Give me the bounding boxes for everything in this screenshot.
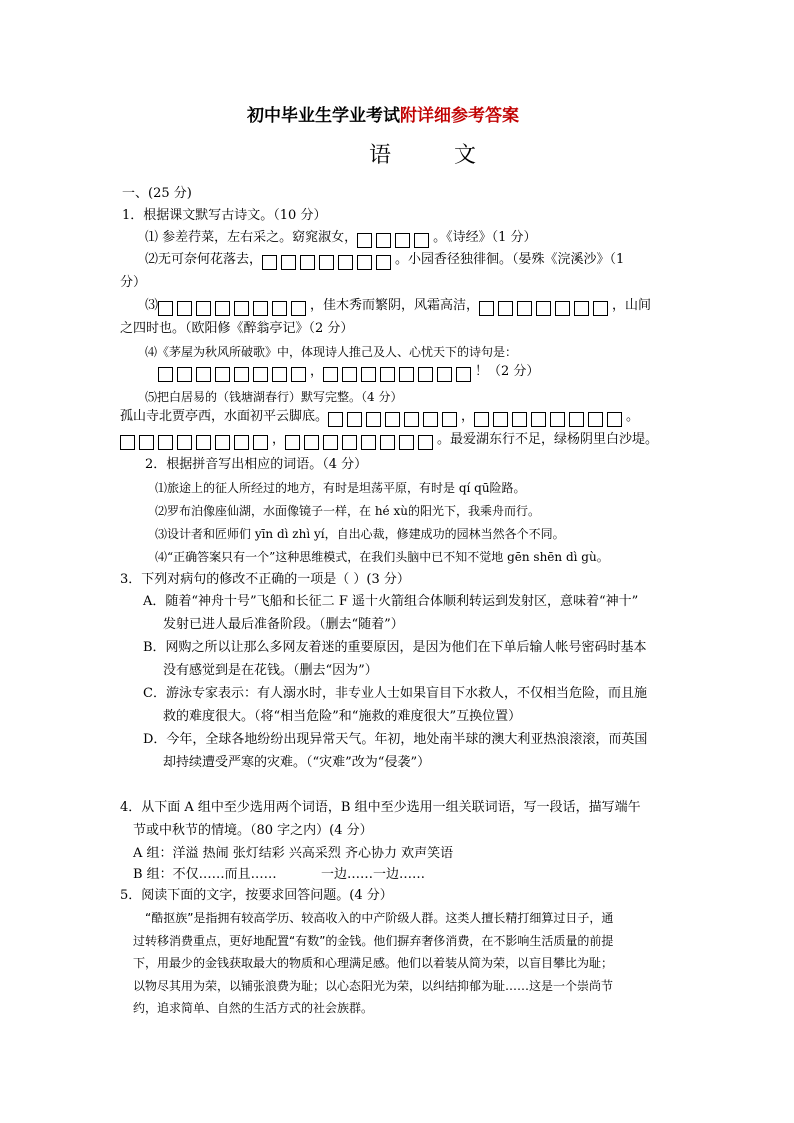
q2-heading: 2．根据拼音写出相应的词语。（4 分） <box>145 457 368 472</box>
q1-item5-line2 <box>120 432 658 451</box>
q1-item4-blanks <box>158 364 539 383</box>
q1-item4-heading: ⑷《茅屋为秋风所破歌》中，体现诗人推己及人、心忧天下的诗句是： <box>145 345 518 359</box>
q2-item1: ⑴旅途上的征人所经过的地方，有时是坦荡平原，有时是 qí qū险路。 <box>155 481 526 495</box>
q1-item5-text: 孤山寺北贾亭西，水面初平云脚底。 <box>120 409 329 424</box>
q1-item5-last: 。最爱湖东行不足，绿杨阴里白沙堤。 <box>437 432 659 447</box>
q3-option-a-line1[interactable]: A．随着“神舟十号”飞船和长征二 F 遥十火箭组合体顺利转运到发射区，意味着“神十” <box>143 594 639 609</box>
q1-item3-post: ，山间 <box>612 298 652 313</box>
q5-passage-line4: 以物尽其用为荣，以铺张浪费为耻；以心态阳光为荣，以纠结抑郁为耻……这是一个崇尚节 <box>133 979 614 993</box>
q1-item1 <box>145 230 537 249</box>
exam-title-black: 初中毕业生学业考试 <box>247 106 400 126</box>
q3-option-c-line2: 救的难度很大。（将“相当危险”和“施救的难度很大”互换位置） <box>163 709 522 724</box>
q1-item2-text: ⑵无可奈何花落去， <box>145 252 263 267</box>
q3-option-a-line2: 发射已进人最后准备阶段。（删去“随着”） <box>163 617 404 632</box>
answer-blank[interactable] <box>120 435 272 451</box>
q4-group-b-second: 一边……一边…… <box>321 867 426 882</box>
q1-item2-source: 。小园香径独徘徊。（晏殊《浣溪沙》（1 <box>395 252 625 267</box>
q5-heading: 5．阅读下面的文字，按要求回答问题。(4 分） <box>120 888 393 903</box>
q1-item1-source: 。《诗经》（1 分） <box>433 230 537 245</box>
q4-heading-line1: 4．从下面 A 组中至少选用两个词语，B 组中至少选用一组关联词语，写一段话，描写端午 <box>120 800 641 815</box>
q1-item4-sep: ， <box>310 364 324 379</box>
q1-item2 <box>145 252 624 271</box>
q3-option-d-line1[interactable]: D．今年，全球各地纷纷出现异常天气。年初，地处南半球的澳大利亚热浪滚滚，而英国 <box>143 732 648 747</box>
q1-item2-cont: 分） <box>120 275 147 290</box>
q1-item3-cont: 之四时也。（欧阳修《醉翁亭记》（2 分） <box>120 321 354 336</box>
answer-blank[interactable] <box>479 301 612 317</box>
q3-option-b-line1[interactable]: B．网购之所以让那么多网友着迷的重要原因，是因为他们在下单后输人帐号密码时基本 <box>143 640 647 655</box>
exam-title-red: 附详细参考答案 <box>400 106 519 126</box>
answer-blank[interactable] <box>323 367 475 383</box>
q5-passage-line5: 约，追求简单、自然的生活方式的社会族群。 <box>133 1001 374 1015</box>
q1-item3 <box>145 298 651 317</box>
q1-item5-end: 。 <box>626 409 640 424</box>
q3-option-b-line2: 没有感觉到是在花钱。（删去“因为”） <box>163 663 378 678</box>
subject-heading: 语 文 <box>369 143 504 168</box>
q1-item5-sep: ， <box>461 409 475 424</box>
answer-blank[interactable] <box>357 233 433 249</box>
q1-item3-num: ⑶ <box>145 298 159 313</box>
answer-blank[interactable] <box>474 412 626 428</box>
q5-passage-line2: 过转移消费重点，更好地配置“有数”的金钱。他们摒弃奢侈消费，在不影响生活质量的前提 <box>133 934 614 948</box>
q2-item4: ⑷“正确答案只有一个”这种思维模式，在我们头脑中已不知不觉地 gēn shēn dì gù。 <box>155 550 609 564</box>
q1-item5-line1 <box>120 409 639 428</box>
q2-item2: ⑵罗布泊像座仙湖，水面像镜子一样，在 hé xù的阳光下，我乘舟而行。 <box>155 504 540 518</box>
q1-item4-score: ！（2 分） <box>475 364 540 379</box>
q1-heading: 1．根据课文默写古诗文。（10 分） <box>122 208 327 223</box>
q5-passage-line1: “酷抠族”是指拥有较高学历、较高收入的中产阶级人群。这类人擅长精打细算过日子，通 <box>145 911 614 925</box>
exam-title <box>247 108 519 124</box>
q4-group-a: A 组：洋溢 热闹 张灯结彩 兴高采烈 齐心协力 欢声笑语 <box>133 846 454 861</box>
q2-item3: ⑶设计者和匠师们 yīn dì zhì yí，自出心裁，修建成功的园林当然各个不同。 <box>155 527 565 541</box>
q5-passage-line3: 下，用最少的金钱获取最大的物质和心理满足感。他们以着装从简为荣，以盲目攀比为耻； <box>133 956 614 970</box>
q1-item5-heading: ⑸把白居易的（钱塘湖春行）默写完整。（4 分） <box>145 390 403 404</box>
q3-option-d-line2: 却持续遭受严寒的灾难。（“灾难”改为“侵袭”） <box>163 755 431 770</box>
q1-item3-mid: ，佳木秀而繁阴，风霜高洁， <box>310 298 480 313</box>
answer-blank[interactable] <box>328 412 461 428</box>
q1-item5-sep: ， <box>272 432 286 447</box>
q4-heading-line2: 节或中秋节的情境。（80 字之内）(4 分） <box>133 823 373 838</box>
q1-item1-text: ⑴ 参差荇菜，左右采之。窈窕淑女， <box>145 230 358 245</box>
answer-blank[interactable] <box>285 435 437 451</box>
q3-option-c-line1[interactable]: C．游泳专家表示：有人溺水时，非专业人士如果盲目下水救人，不仅相当危险，而且施 <box>143 686 647 701</box>
answer-blank[interactable] <box>262 255 395 271</box>
section-one-heading: 一、(25 分) <box>122 186 192 201</box>
answer-blank[interactable] <box>158 367 310 383</box>
answer-blank[interactable] <box>158 301 310 317</box>
q3-heading: 3．下列对病句的修改不正确的一项是（ ）(3 分） <box>120 572 410 587</box>
q4-group-b-first: B 组：不仅……而且…… <box>133 867 277 882</box>
